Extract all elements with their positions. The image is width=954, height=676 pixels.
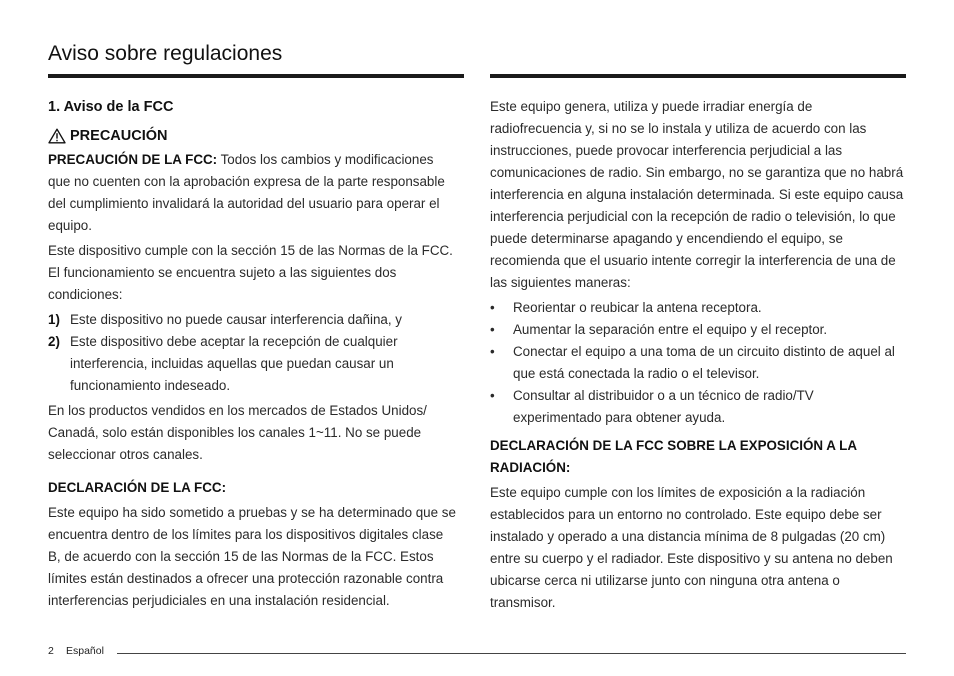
title-rule-left xyxy=(48,74,464,78)
remedy-list xyxy=(490,297,904,429)
list-item: • Consultar al distribuidor o a un técnico de radio/TV experimentado para obtener ayuda. xyxy=(490,385,904,429)
conditions-list xyxy=(48,309,458,397)
list-text: Este dispositivo no puede causar interferencia dañina, y xyxy=(70,312,402,327)
list-item xyxy=(48,331,458,397)
radiation-heading: DECLARACIÓN DE LA FCC SOBRE LA EXPOSICIÓN A LA RADIACIÓN: xyxy=(490,438,857,475)
list-number: 1) xyxy=(48,312,60,327)
declaration-paragraph: Este equipo ha sido sometido a pruebas y se ha determinado que se encuentra dentro de los límites para los dispositivos digitales clase B, de acuerdo con la sección 15 de las Normas de la FCC. Estos límites están destinados a ofrecer una protección razonable contra interferencias perjudiciales en una instalación residencial. xyxy=(48,505,456,608)
list-item xyxy=(48,309,458,331)
page-number: 2 xyxy=(48,645,54,657)
radiation-paragraph: Este equipo cumple con los límites de exposición a la radiación establecidos para un entorno no controlado. Este equipo debe ser instalado y operado a una distancia mínima de 8 pulgadas (20 cm) entre su cuerpo y el radiador. Este dispositivo y su antena no deben ubicarse cerca ni utilizarse junto con ninguna otra antena o transmisor. xyxy=(490,485,893,610)
caution-label: PRECAUCIÓN xyxy=(70,128,168,144)
footer-rule xyxy=(117,653,906,654)
caution-heading xyxy=(48,125,458,147)
right-column xyxy=(490,96,904,617)
caution-paragraph xyxy=(48,149,458,237)
caution-bold-label: PRECAUCIÓN DE LA FCC: xyxy=(48,152,218,167)
left-column xyxy=(48,96,458,615)
compliance-paragraph: Este dispositivo cumple con la sección 15 de las Normas de la FCC. El funcionamiento se encuentra sujeto a las siguientes dos condiciones: xyxy=(48,243,453,302)
list-item: • Aumentar la separación entre el equipo y el receptor. xyxy=(490,319,904,341)
caution-text: Todos los cambios y modificaciones que no cuenten con la aprobación expresa de la parte responsable del cumplimiento invalidará la autoridad del usuario para operar el equipo. xyxy=(48,152,445,233)
list-text: Este dispositivo debe aceptar la recepción de cualquier interferencia, incluidas aquellas que puedan causar un funcionamiento indeseado. xyxy=(70,334,398,393)
title-rule-right xyxy=(490,74,906,78)
list-item: • Reorientar o reubicar la antena receptora. xyxy=(490,297,904,319)
channels-paragraph: En los productos vendidos en los mercados de Estados Unidos/ Canadá, solo están disponibles los canales 1~11. No se puede seleccionar otros canales. xyxy=(48,403,427,462)
section-heading: 1. Aviso de la FCC xyxy=(48,99,174,115)
interference-paragraph: Este equipo genera, utiliza y puede irradiar energía de radiofrecuencia y, si no se lo instala y utiliza de acuerdo con las instrucciones, puede provocar interferencia perjudicial a las comunicaciones de radio. Sin embargo, no se garantiza que no habrá interferencia en alguna instalación determinada. Si este equipo causa interferencia perjudicial con la recepción de radio o televisión, lo que puede determinarse apagando y encendiendo el equipo, se recomienda que el usuario intente corregir la interferencia de una de las siguientes maneras: xyxy=(490,99,904,290)
declaration-heading: DECLARACIÓN DE LA FCC: xyxy=(48,480,227,495)
list-item: • Conectar el equipo a una toma de un circuito distinto de aquel al que está conectada la radio o el televisor. xyxy=(490,341,904,385)
footer-language: Español xyxy=(66,645,104,657)
warning-triangle-icon xyxy=(48,128,66,144)
page-title: Aviso sobre regulaciones xyxy=(48,42,283,65)
list-number: 2) xyxy=(48,334,60,349)
